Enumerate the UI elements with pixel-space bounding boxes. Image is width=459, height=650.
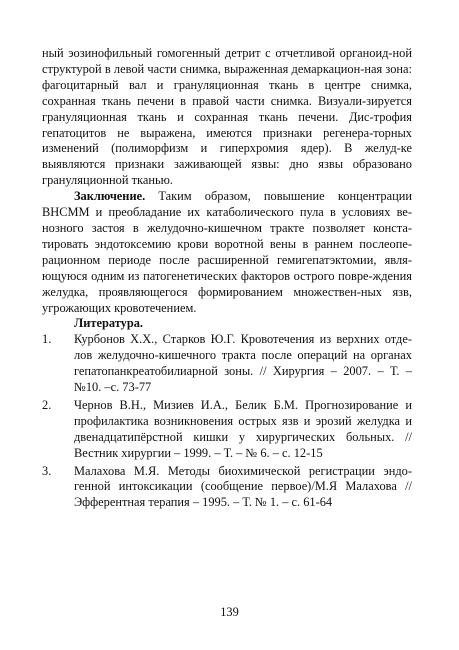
reference-number: 3. — [42, 463, 52, 478]
conclusion-heading: Заключение. — [74, 189, 146, 204]
literature-heading: Литература. — [74, 316, 144, 331]
conclusion-paragraph — [42, 189, 412, 316]
reference-item — [42, 398, 412, 462]
reference-text: Чернов В.Н., Мизиев И.А., Белик Б.М. Прогнозирование и профилактика возникновения острых язв и эрозий желудка и двенадцатипёрстной кишки у хирургических больных. // Вестник хирургии – 1999. – Т. – № 6. – с. 12-15 — [74, 397, 412, 460]
reference-item — [42, 332, 412, 396]
findings-paragraph: ный эозинофильный гомогенный детрит с отчетливой органоид-ной структурой в левой части снимка, выраженная демаркацион-ная зона: фагоцитарный вал и грануляционная ткань в центре снимка, сохранная ткань печени в правой части снимка. Визуали-зируется грануляционная ткань и сохранная ткань печени. Дис-трофия гепатоцитов не выражена, имеются признаки регенера-торных изменений (полиморфизм и гиперхромия ядер). В желуд-ке выявляются признаки заживающей язвы: дно язвы образовано грануляционной тканью. — [42, 46, 412, 188]
reference-item — [42, 464, 412, 512]
reference-number: 2. — [42, 397, 52, 412]
page-content — [42, 46, 412, 513]
reference-text: Малахова М.Я. Методы биохимической регистрации эндо-генной интоксикации (сообщение первое)/М.Я Малахова // Эфферентная терапия – 1995. – Т. № 1. – с. 61-64 — [74, 463, 412, 510]
reference-text: Курбонов Х.Х., Старков Ю.Г. Кровотечения из верхних отде-лов желудочно-кишечного тракта после операций на органах гепатопанкреатобилиарной зоны. // Хирургия – 2007. – Т. – №10. –с. 73-77 — [74, 332, 412, 395]
page-number: 139 — [220, 605, 239, 619]
conclusion-text: Таким образом, повышение концентрации ВНСММ и преобладание их катаболического пула в условиях ве-нозного застоя в желудочно-кишечном тракте позволяет конста-тировать эндотоксемию крови воротной вены в раннем послеопе-рационном периоде после расширенной гемигепатэктомии, явля-ющуюся одним из патогенетических факторов острого повре-ждения желудка, проявляющегося формированием множествен-ных язв, угрожающих кровотечением. — [42, 189, 412, 315]
references-list — [42, 332, 412, 511]
reference-number: 1. — [42, 332, 52, 347]
